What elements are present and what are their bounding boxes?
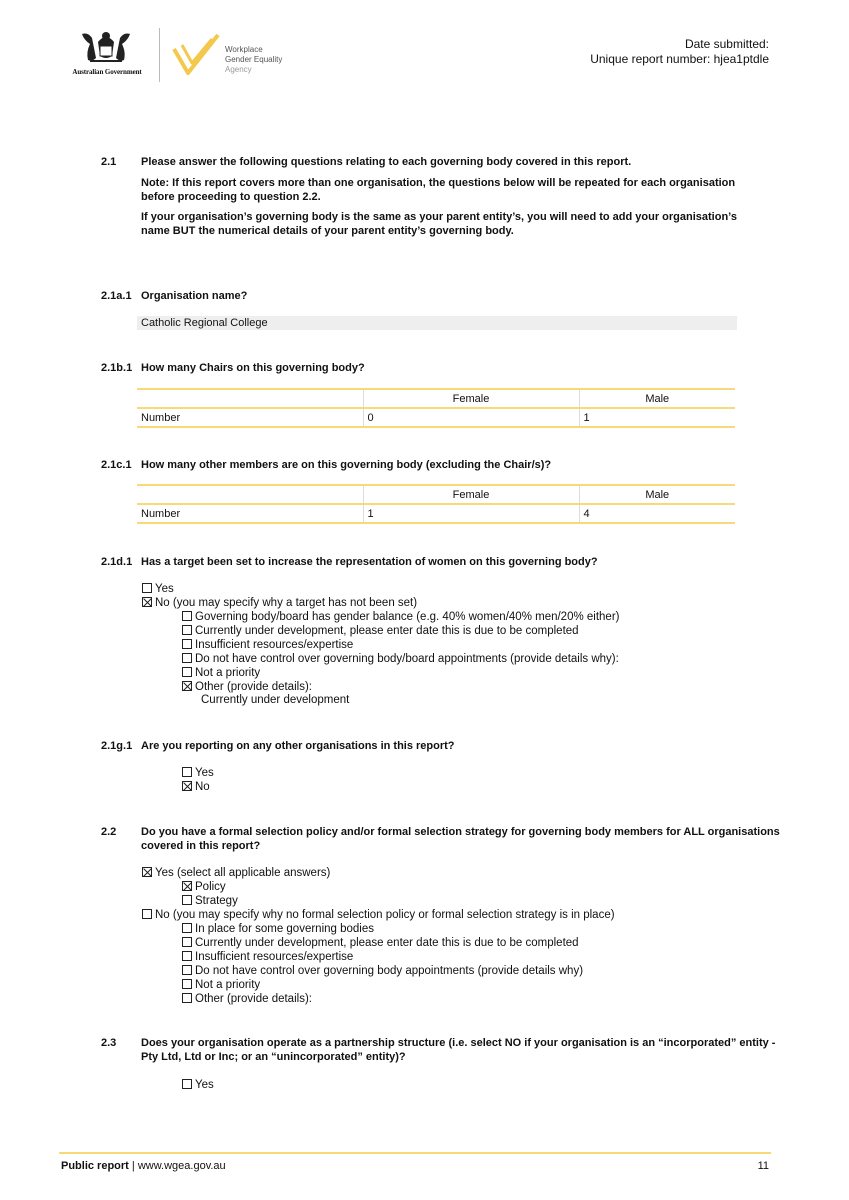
target-yes-option[interactable] (142, 582, 174, 596)
question-number: 2.3 (101, 1037, 117, 1049)
table-row (137, 408, 735, 427)
checkbox-unchecked[interactable] (182, 653, 192, 663)
partnership-yes-option[interactable] (182, 1078, 214, 1092)
question-text: Do you have a formal selection policy and/or formal selection strategy for governing body members for ALL organisations covered in this report? (141, 826, 780, 852)
other-orgs-no-option[interactable] (182, 780, 210, 794)
footer-left (61, 1160, 226, 1172)
logo-divider (159, 28, 160, 82)
footer-label: Public report (61, 1160, 129, 1172)
option-label: Insufficient resources/expertise (195, 639, 354, 651)
target-reason-option[interactable] (182, 666, 260, 680)
checkbox-unchecked[interactable] (182, 611, 192, 621)
option-label: Currently under development, please enter date this is due to be completed (195, 937, 579, 949)
question-number: 2.2 (101, 826, 117, 838)
agency-name: Workplace Gender Equality Agency (225, 45, 283, 74)
row-label: Number (137, 504, 363, 523)
selection-yes-option[interactable] (142, 866, 330, 880)
column-header-male: Male (579, 485, 735, 504)
checkbox-checked[interactable] (182, 781, 192, 791)
footer-url[interactable]: www.wgea.gov.au (137, 1160, 226, 1172)
other-details-text: Currently under development (201, 694, 350, 706)
checkbox-checked[interactable] (182, 681, 192, 691)
table-corner-cell (137, 389, 363, 408)
checkbox-unchecked[interactable] (182, 937, 192, 947)
footer-separator: | (128, 1160, 138, 1172)
option-label: Do not have control over governing body appointments (provide details why) (195, 965, 584, 977)
question-2-1-note-parent: If your organisation’s governing body is the same as your parent entity’s, you will need to add your organisation’s name BUT the numerical details of your parent entity’s governing body. (141, 211, 737, 237)
selection-reason-option[interactable] (182, 922, 374, 936)
checkbox-unchecked[interactable] (182, 993, 192, 1003)
question-number: 2.1 (101, 156, 117, 168)
members-table (137, 484, 735, 524)
checkbox-unchecked[interactable] (182, 895, 192, 905)
female-count: 0 (363, 408, 579, 427)
selection-strategy-option[interactable] (182, 894, 238, 908)
checkbox-unchecked[interactable] (182, 923, 192, 933)
header-logos (62, 28, 302, 88)
checkbox-unchecked[interactable] (182, 965, 192, 975)
option-label: Insufficient resources/expertise (195, 951, 354, 963)
question-number: 2.1g.1 (101, 740, 133, 752)
checkbox-unchecked[interactable] (182, 951, 192, 961)
question-text: How many Chairs on this governing body? (141, 362, 365, 374)
question-2-1-note: Note: If this report covers more than one organisation, the questions below will be repeated for each organisation before proceeding to question 2.2. (141, 177, 736, 203)
selection-reason-option[interactable] (182, 964, 583, 978)
checkbox-checked[interactable] (182, 881, 192, 891)
target-reason-option[interactable] (182, 624, 579, 638)
checkbox-unchecked[interactable] (142, 909, 152, 919)
page-number: 11 (757, 1160, 769, 1172)
checkbox-checked[interactable] (142, 867, 152, 877)
target-no-option[interactable] (142, 596, 417, 610)
selection-reason-option[interactable] (182, 978, 260, 992)
row-label: Number (137, 408, 363, 427)
selection-policy-option[interactable] (182, 880, 226, 894)
target-reason-option[interactable] (182, 610, 619, 624)
checkbox-unchecked[interactable] (182, 639, 192, 649)
option-label: Other (provide details): (195, 681, 312, 693)
organisation-name-answer: Catholic Regional College (137, 316, 737, 330)
checkbox-unchecked[interactable] (182, 979, 192, 989)
selection-reason-option[interactable] (182, 950, 353, 964)
checkbox-checked[interactable] (142, 597, 152, 607)
column-header-female: Female (363, 389, 579, 408)
unique-report-number: Unique report number: hjea1ptdle (590, 52, 769, 66)
option-label: Currently under development, please enter date this is due to be completed (195, 625, 579, 637)
footer-divider (59, 1152, 771, 1154)
target-reason-option[interactable] (182, 652, 619, 666)
target-reason-option[interactable] (182, 638, 353, 652)
option-label: No (you may specify why no formal selection policy or formal selection strategy is in place) (155, 909, 615, 921)
option-label: Strategy (195, 895, 238, 907)
report-meta (590, 37, 769, 67)
option-label: No (you may specify why a target has not been set) (155, 597, 418, 609)
column-header-male: Male (579, 389, 735, 408)
question-text: How many other members are on this governing body (excluding the Chair/s)? (141, 459, 552, 471)
column-header-female: Female (363, 485, 579, 504)
option-label: Yes (195, 1079, 214, 1091)
table-header-row (137, 485, 735, 504)
wgea-tick-logo-icon (172, 33, 222, 79)
selection-reason-option[interactable] (182, 992, 312, 1006)
question-number: 2.1b.1 (101, 362, 133, 374)
table-corner-cell (137, 485, 363, 504)
government-label: Australian Government (72, 68, 142, 76)
option-label: Yes (155, 583, 174, 595)
question-text: Are you reporting on any other organisations in this report? (141, 740, 455, 752)
question-text: Please answer the following questions relating to each governing body covered in this report. (141, 156, 632, 168)
other-orgs-yes-option[interactable] (182, 766, 214, 780)
selection-no-option[interactable] (142, 908, 615, 922)
option-label: Other (provide details): (195, 993, 312, 1005)
question-number: 2.1a.1 (101, 290, 132, 302)
option-label: Yes (select all applicable answers) (155, 867, 331, 879)
checkbox-unchecked[interactable] (182, 767, 192, 777)
table-row (137, 504, 735, 523)
checkbox-unchecked[interactable] (182, 625, 192, 635)
checkbox-unchecked[interactable] (182, 1079, 192, 1089)
chairs-table (137, 388, 735, 428)
question-text: Organisation name? (141, 290, 248, 302)
question-number: 2.1c.1 (101, 459, 132, 471)
table-header-row (137, 389, 735, 408)
question-text: Does your organisation operate as a partnership structure (i.e. select NO if your organisation is an “incorporated” entity - Pty Ltd, Ltd or Inc; or an “unincorporated” entity)? (141, 1037, 776, 1063)
option-label: No (195, 781, 210, 793)
option-label: Governing body/board has gender balance (e.g. 40% women/40% men/20% either) (195, 611, 620, 623)
option-label: Do not have control over governing body/board appointments (provide details why): (195, 653, 619, 665)
option-label: In place for some governing bodies (195, 923, 374, 935)
date-submitted-label: Date submitted: (684, 37, 769, 51)
target-reason-other-option[interactable] (182, 680, 312, 694)
female-count: 1 (363, 504, 579, 523)
option-label: Not a priority (195, 667, 261, 679)
checkbox-unchecked[interactable] (182, 667, 192, 677)
male-count: 4 (579, 504, 735, 523)
question-number: 2.1d.1 (101, 556, 133, 568)
male-count: 1 (579, 408, 735, 427)
selection-reason-option[interactable] (182, 936, 579, 950)
question-text: Has a target been set to increase the representation of women on this governing body? (141, 556, 598, 568)
option-label: Yes (195, 767, 214, 779)
checkbox-unchecked[interactable] (142, 583, 152, 593)
option-label: Policy (195, 881, 226, 893)
option-label: Not a priority (195, 979, 261, 991)
